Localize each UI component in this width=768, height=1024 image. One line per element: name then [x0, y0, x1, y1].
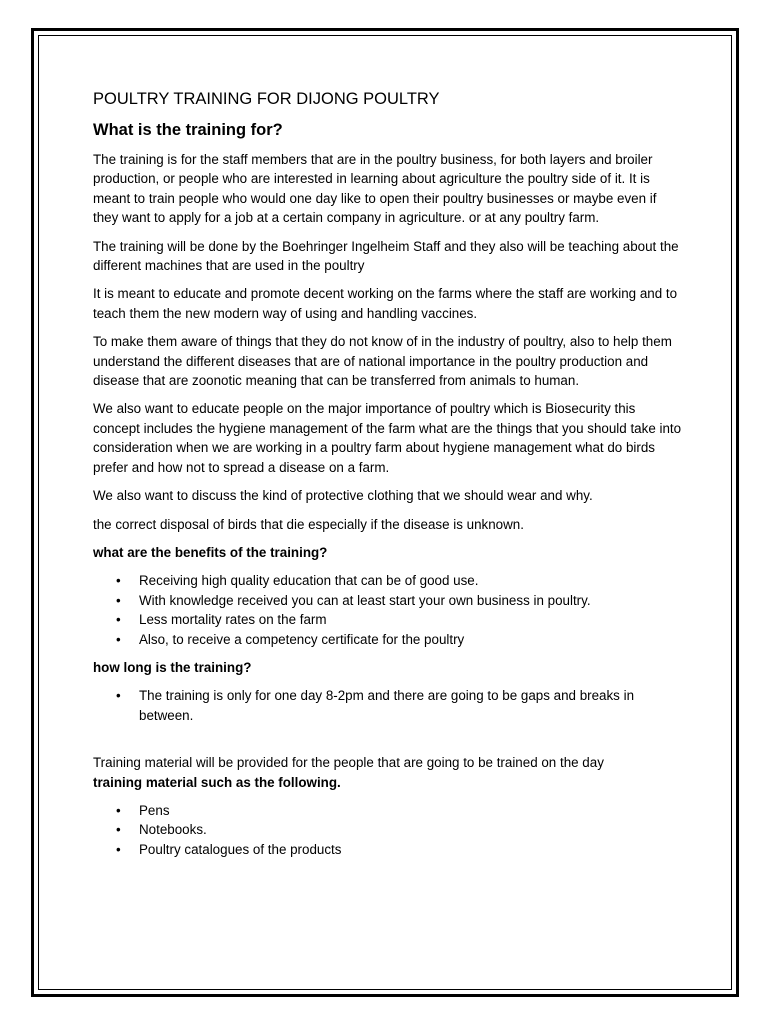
paragraph-trainer: The training will be done by the Boehringer Ingelheim Staff and they also will be teaching about the different machines that are used in the poultry	[93, 238, 679, 274]
document-title: POULTRY TRAINING FOR DIJONG POULTRY	[93, 90, 440, 108]
list-item: • Notebooks.	[139, 820, 683, 839]
list-item: • Less mortality rates on the farm	[139, 610, 683, 629]
materials-heading: training material such as the following.	[93, 774, 341, 790]
benefits-list	[93, 571, 683, 649]
paragraph-disposal: the correct disposal of birds that die especially if the disease is unknown.	[93, 516, 524, 532]
paragraph-biosecurity: We also want to educate people on the major importance of poultry which is Biosecurity this concept includes the hygiene management of the farm what are the things that you should take into consideration when we are working in a poultry farm about hygiene management what do birds prefer and how not to spread a disease on a farm.	[93, 401, 682, 475]
materials-list	[93, 801, 683, 859]
paragraph-purpose: The training is for the staff members that are in the poultry business, for both layers and broiler production, or people who are interested in learning about agriculture the poultry side of it. It is meant to train people who would one day like to open their poultry businesses or maybe even if they want to apply for a job at a certain company in agriculture. or at any poultry farm.	[93, 152, 657, 226]
list-item: • Poultry catalogues of the products	[139, 840, 683, 859]
list-item: • Pens	[139, 801, 683, 820]
list-item: • Receiving high quality education that can be of good use.	[139, 571, 683, 590]
document-body	[93, 88, 683, 868]
list-item: • Also, to receive a competency certificate for the poultry	[139, 630, 683, 649]
materials-intro: Training material will be provided for the people that are going to be trained on the day	[93, 755, 604, 771]
paragraph-clothing: We also want to discuss the kind of protective clothing that we should wear and why.	[93, 488, 593, 504]
spacer	[93, 734, 683, 753]
document-subtitle: What is the training for?	[93, 121, 283, 139]
list-item: • The training is only for one day 8-2pm and there are going to be gaps and breaks in between.	[139, 686, 683, 725]
duration-list	[93, 686, 683, 725]
paragraph-diseases: To make them aware of things that they do not know of in the industry of poultry, also to help them understand the different diseases that are of national importance in the poultry production and disease that are zoonotic meaning that can be transferred from animals to human.	[93, 334, 672, 389]
benefits-heading: what are the benefits of the training?	[93, 544, 328, 560]
paragraph-education: It is meant to educate and promote decent working on the farms where the staff are working and to teach them the new modern way of using and handling vaccines.	[93, 286, 678, 321]
duration-heading: how long is the training?	[93, 659, 252, 675]
list-item: • With knowledge received you can at least start your own business in poultry.	[139, 591, 683, 610]
